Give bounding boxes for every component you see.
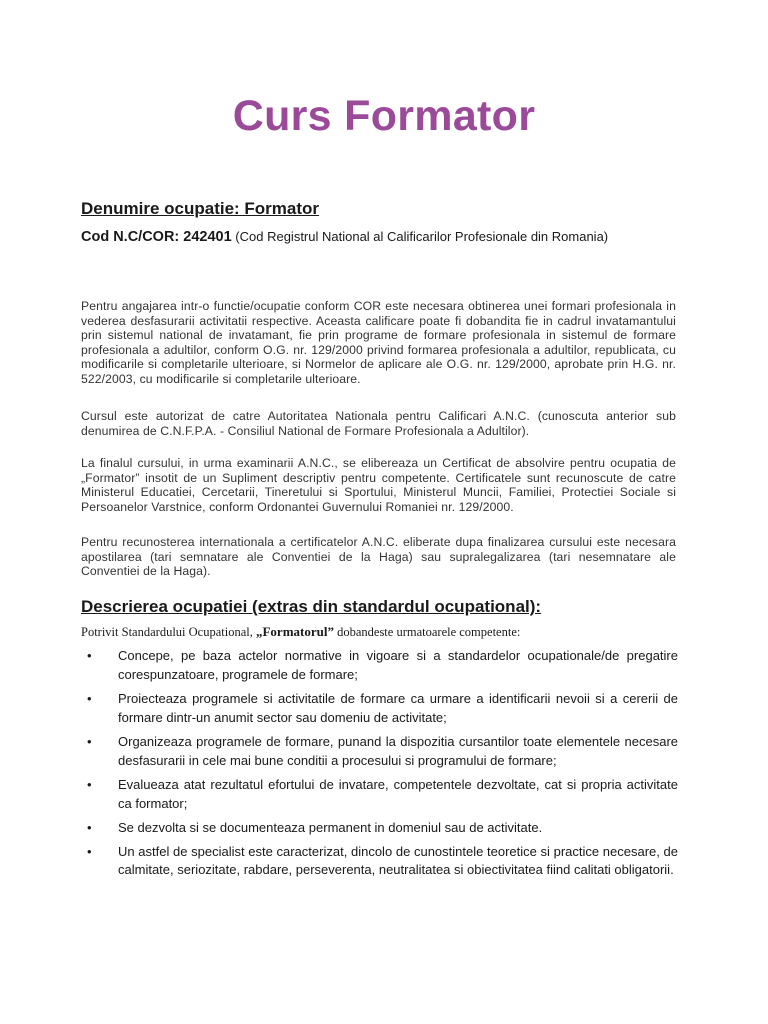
occupation-heading: Denumire ocupatie: Formator — [81, 199, 320, 218]
page-title: Curs Formator — [232, 92, 536, 140]
list-item-text: Un astfel de specialist este caracterizat, dincolo de cunostintele teoretice si practice necesare, de calmitate, seriozitate, rabdare, perseverenta, neutralitatea si obiectivitatea fiind calitati obligatorii. — [118, 843, 678, 877]
intro-bold: „Formatorul” — [255, 624, 334, 639]
paragraph-certificat: La finalul cursului, in urma examinarii A.N.C., se elibereaza un Certificat de absolvire pentru ocupatia de „Formator” insotit de un Supliment descriptiv pentru competente. Certificatele sunt recunoscute de catre Ministerul Educatiei, Cercetarii, Tineretului si Sportului, Ministerul Muncii, Familiei, Protectiei Sociale si Persoanelor Varstnice, conform Ordonantei Guvernului Romaniei nr. 129/2000. — [81, 456, 676, 514]
bullet-icon: • — [87, 843, 92, 859]
list-item-text: Se dezvolta si se documenteaza permanent in domeniul sau de activitate. — [118, 820, 543, 835]
list-item-text: Concepe, pe baza actelor normative in vigoare si a standardelor ocupationale/de pregatire corespunzatoare, programele de formare; — [118, 648, 678, 682]
list-item-text: Organizeaza programele de formare, punand la dispozitia cursantilor toate elementele necesare desfasurarii in cele mai bune conditii a procesului si programului de formare; — [118, 734, 678, 768]
list-item — [81, 690, 678, 727]
cod-note: (Cod Registrul National al Calificarilor Profesionale din Romania) — [231, 229, 609, 244]
list-item — [81, 843, 678, 880]
bullet-icon: • — [87, 734, 92, 749]
paragraph-angajare: Pentru angajarea intr-o functie/ocupatie conform COR este necesara obtinerea unei formari profesionala in vederea desfasurarii activitatii respective. Aceasta calificare poate fi dobandita fie in cadrul invatamantului prin sistemul national de invatamant, fie prin programe de formare profesionala in sistemul de formare profesionala a adultilor, conform O.G. nr. 129/2000 privind formarea profesionala a adultilor, republicata, cu modificarile si completarile ulterioare, si Normelor de aplicare ale O.G. nr. 129/2000, aprobate prin H.G. nr. 522/2003, cu modificarile si completarile ulterioare. — [81, 299, 676, 386]
bullet-icon: • — [87, 820, 92, 835]
intro-post: dobandeste urmatoarele competente: — [333, 625, 521, 639]
list-item — [81, 647, 678, 684]
paragraph-recunoastere: Pentru recunosterea internationala a certificatelor A.N.C. eliberate dupa finalizarea cursului este necesara apostilarea (tari semnatare ale Conventiei de la Haga) sau supralegalizarea (tari nesemnatare ale Conventiei de la Haga). — [81, 535, 676, 579]
list-item — [81, 776, 678, 813]
list-item-text: Evalueaza atat rezultatul efortului de invatare, competentele dezvoltate, cat si propria activitate ca formator; — [118, 777, 678, 811]
paragraph-autorizare: Cursul este autorizat de catre Autoritatea Nationala pentru Calificari A.N.C. (cunoscuta anterior sub denumirea de C.N.F.P.A. - Consiliul National de Formare Profesionala a Adultilor). — [81, 409, 676, 438]
list-item — [81, 819, 678, 838]
bullet-icon: • — [87, 777, 92, 792]
list-item-text: Proiecteaza programele si activitatile de formare ca urmare a identificarii nevoii si a cererii de formare dintr-un anumit sector sau domeniu de activitate; — [118, 691, 678, 725]
competences-intro — [81, 624, 520, 640]
cod-label: Cod N.C/COR: 242401 — [81, 229, 232, 245]
bullet-icon: • — [87, 648, 92, 663]
intro-pre: Potrivit Standardului Ocupational, — [81, 625, 256, 639]
description-heading: Descrierea ocupatiei (extras din standardul ocupational): — [81, 597, 542, 616]
list-item — [81, 733, 678, 770]
cod-line — [81, 229, 608, 245]
competences-list — [81, 647, 678, 880]
bullet-icon: • — [87, 691, 92, 706]
